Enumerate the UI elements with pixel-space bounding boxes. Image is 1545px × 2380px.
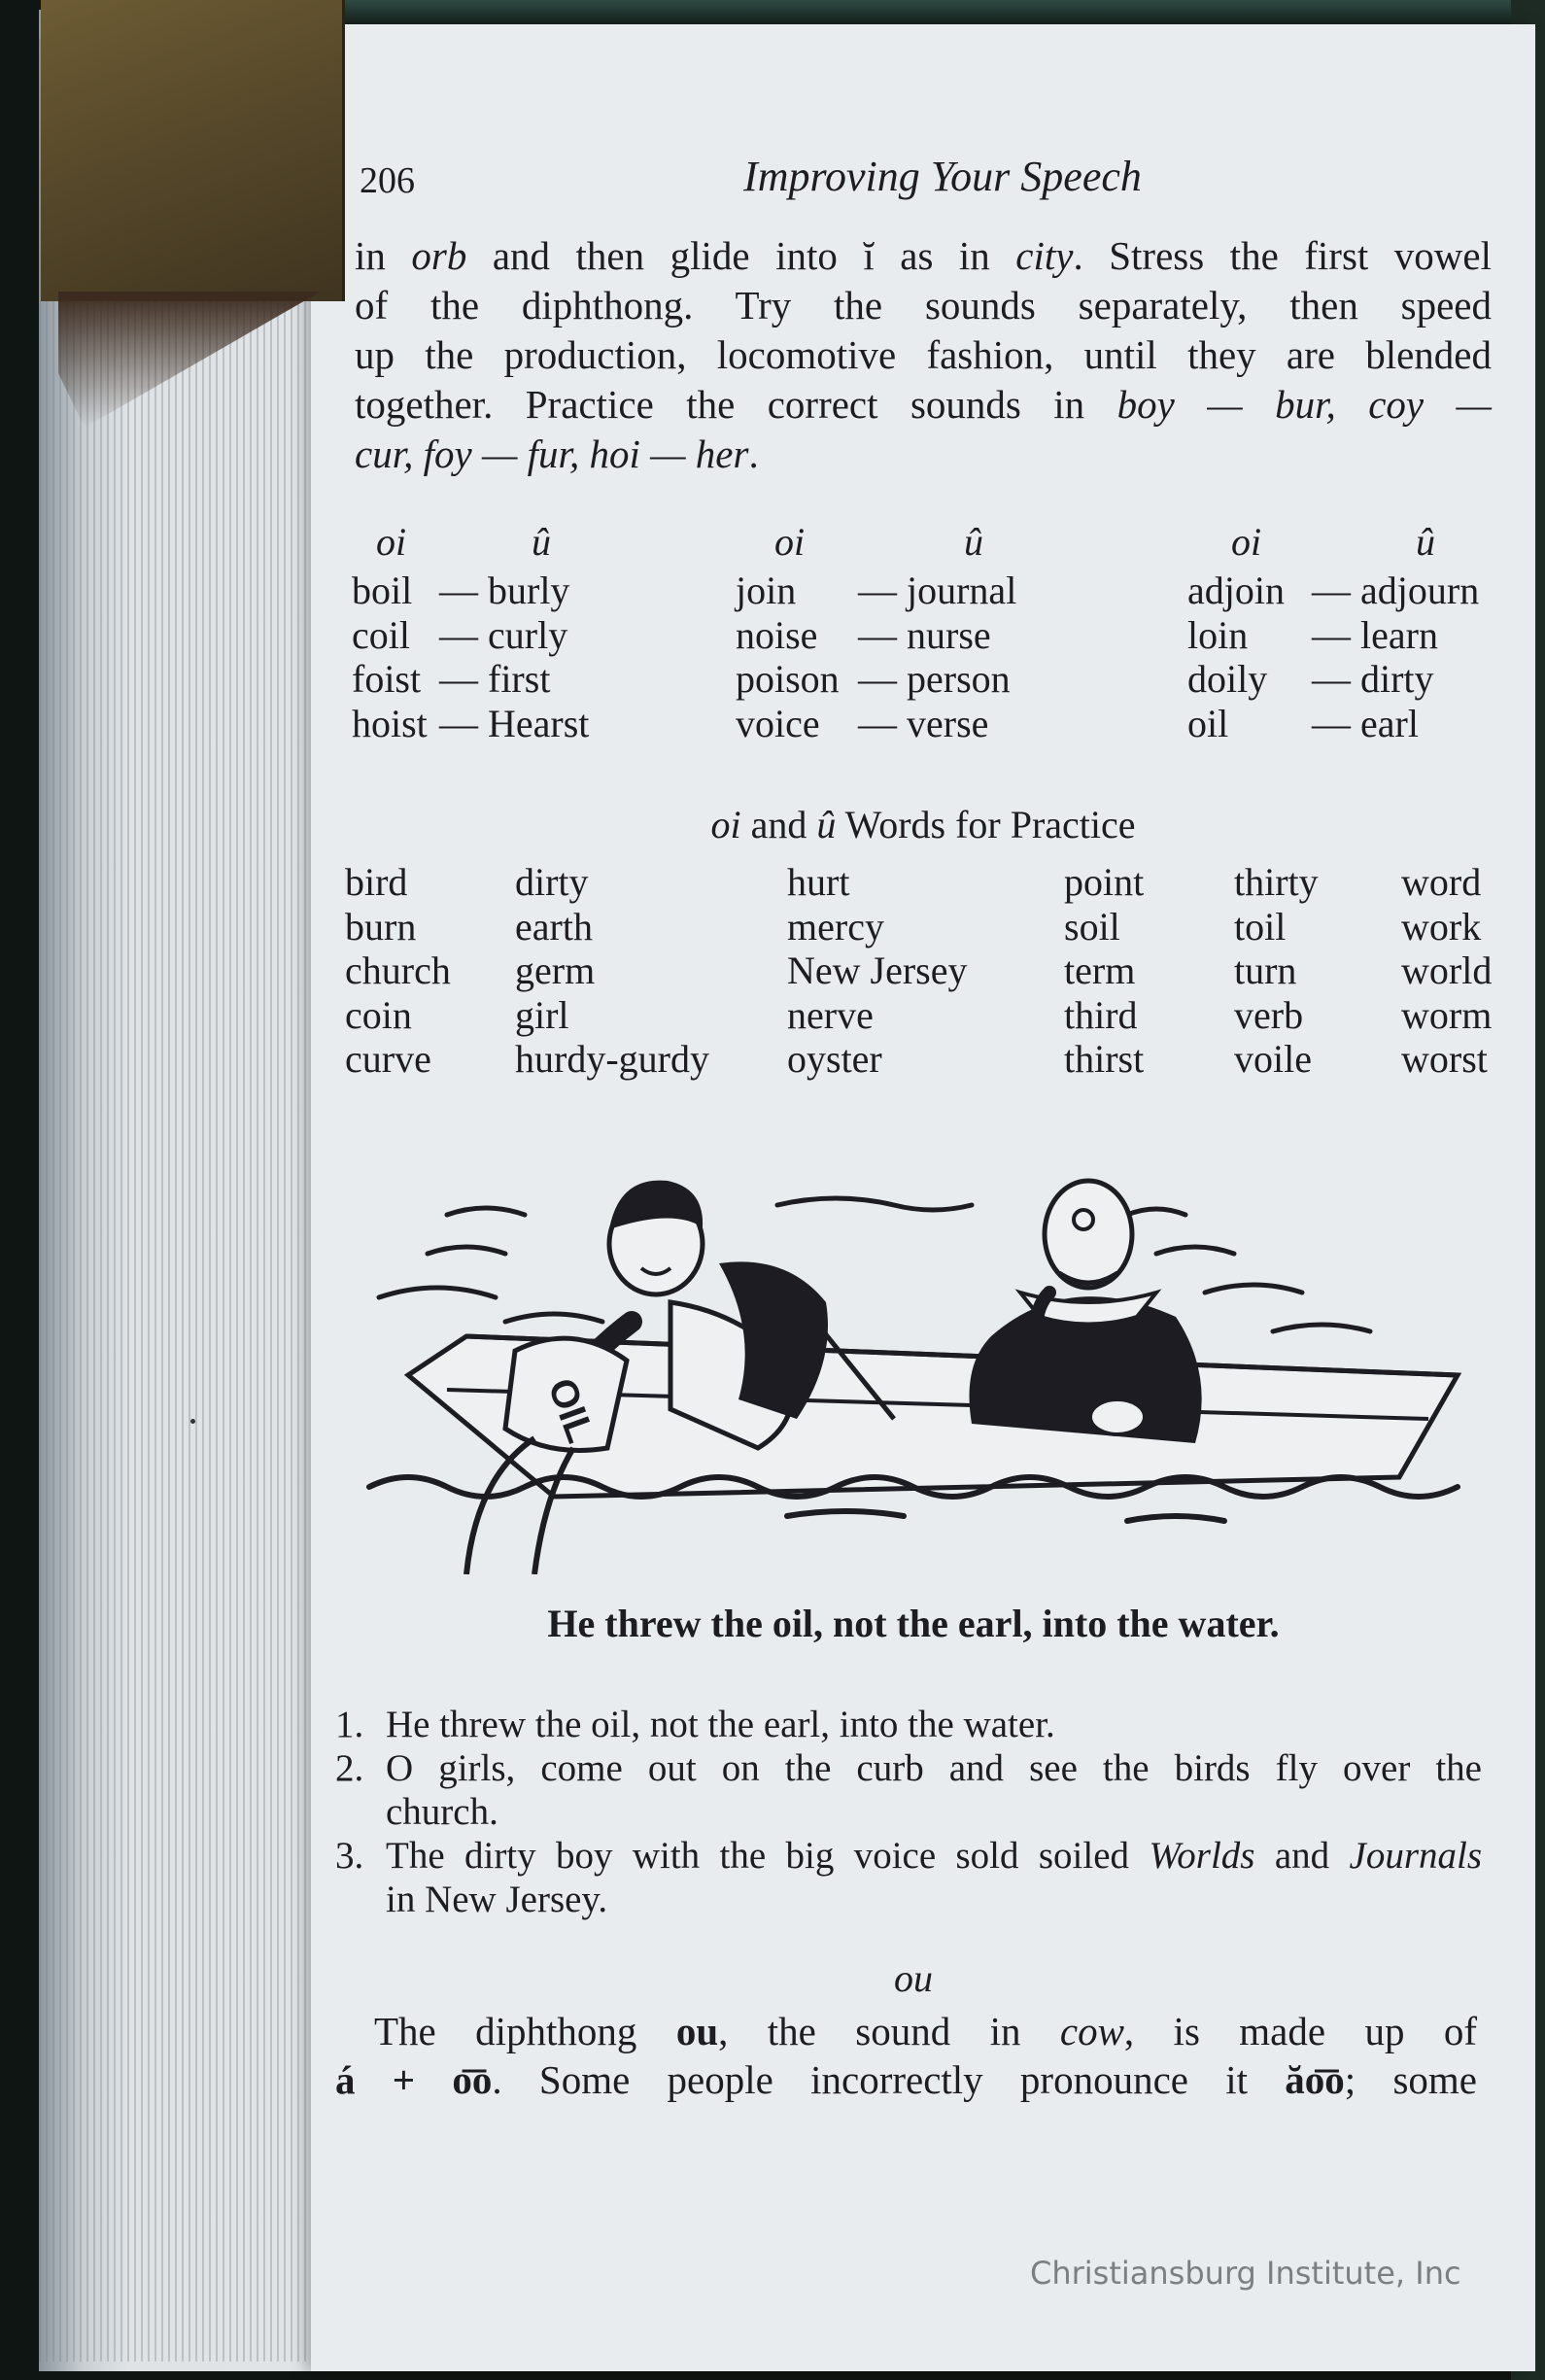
wave-line bbox=[1156, 1247, 1234, 1254]
word-column: point soil term third thirst bbox=[1064, 860, 1145, 1081]
column-header-oi: oi bbox=[376, 520, 407, 564]
wave-line bbox=[447, 1208, 525, 1215]
boat-cartoon-illustration bbox=[350, 1127, 1477, 1574]
wave-line bbox=[428, 1247, 505, 1254]
wave-line bbox=[379, 1288, 496, 1297]
wave-line bbox=[505, 1314, 602, 1322]
section-heading-ou: ou bbox=[894, 1956, 933, 2000]
wave-line bbox=[1273, 1325, 1370, 1331]
running-head bbox=[360, 146, 1487, 204]
column-header-oi: oi bbox=[774, 520, 806, 564]
word-column: dirty earth germ girl hurdy-gurdy bbox=[515, 860, 709, 1081]
pair-row: noise — nurse bbox=[736, 612, 991, 657]
water-lines bbox=[369, 1477, 1458, 1521]
word-column: bird burn church coin curve bbox=[345, 860, 451, 1081]
column-header-u: û bbox=[532, 520, 551, 564]
column-header-u: û bbox=[964, 520, 983, 564]
column-header-u: û bbox=[1416, 520, 1435, 564]
page-number: 206 bbox=[360, 160, 415, 201]
practice-sentences bbox=[335, 1703, 1482, 1921]
pair-row: hoist — Hearst bbox=[352, 701, 590, 745]
pair-group-2 bbox=[736, 520, 1066, 745]
illustration-caption: He threw the oil, not the earl, into the water. bbox=[547, 1602, 1280, 1645]
wave-line bbox=[1205, 1285, 1302, 1293]
pair-group-1 bbox=[352, 520, 672, 745]
intro-line: cur, foy — fur, hoi — her. bbox=[355, 431, 759, 476]
intro-line: in orb and then glide into ĭ as in city. Stress the first vowel bbox=[355, 233, 1492, 278]
ink-speck bbox=[190, 1419, 195, 1424]
sentence-item: 3. The dirty boy with the big voice sold soiled Worlds and Journals in New Jersey. bbox=[335, 1835, 1483, 1920]
word-column: thirty toil turn verb voile bbox=[1234, 860, 1319, 1081]
pair-row: poison — person bbox=[736, 657, 1011, 701]
svg-text:OIL: OIL bbox=[539, 1372, 602, 1449]
watermark: Christiansburg Institute, Inc bbox=[1030, 2255, 1461, 2292]
pair-row: loin — learn bbox=[1187, 612, 1438, 657]
intro-line: up the production, locomotive fashion, until they are blended bbox=[355, 332, 1492, 377]
pair-row: boil — burly bbox=[352, 569, 570, 612]
intro-line: together. Practice the correct sounds in boy — bur, coy — bbox=[355, 382, 1492, 427]
sentence-item: 1. He threw the oil, not the earl, into the water. bbox=[335, 1704, 1055, 1745]
ou-paragraph bbox=[335, 2007, 1477, 2104]
column-header-oi: oi bbox=[1231, 520, 1262, 564]
word-column: word work world worm worst bbox=[1401, 860, 1493, 1081]
pair-row: coil — curly bbox=[352, 612, 568, 657]
pair-row: foist — first bbox=[352, 657, 551, 701]
book-cover-edge bbox=[321, 0, 1545, 25]
earl-figure bbox=[970, 1181, 1202, 1443]
pair-group-3 bbox=[1187, 520, 1498, 745]
pair-row: doily — dirty bbox=[1187, 657, 1434, 701]
ou-line: The diphthong ou, the sound in cow, is made up of bbox=[374, 2009, 1478, 2053]
intro-paragraph bbox=[355, 231, 1492, 479]
word-column: hurt mercy New Jersey nerve oyster bbox=[787, 860, 968, 1081]
sentence-item: 2. O girls, come out on the curb and see the birds fly over the church. bbox=[335, 1747, 1482, 1833]
running-title: Improving Your Speech bbox=[743, 153, 1142, 200]
wave-line bbox=[777, 1198, 972, 1210]
practice-title: oi and û Words for Practice bbox=[710, 803, 1136, 846]
wave-line bbox=[1127, 1209, 1185, 1215]
bookmark-tab bbox=[41, 0, 345, 301]
pair-row: join — journal bbox=[736, 569, 1017, 612]
pair-row: oil — earl bbox=[1187, 701, 1419, 745]
pair-row: adjoin — adjourn bbox=[1187, 569, 1480, 612]
pair-row: voice — verse bbox=[736, 701, 989, 745]
intro-line: of the diphthong. Try the sounds separately, then speed bbox=[355, 283, 1492, 328]
ou-line: á + o͞o. Some people incorrectly pronounce it ăo͞o; some bbox=[335, 2057, 1477, 2102]
